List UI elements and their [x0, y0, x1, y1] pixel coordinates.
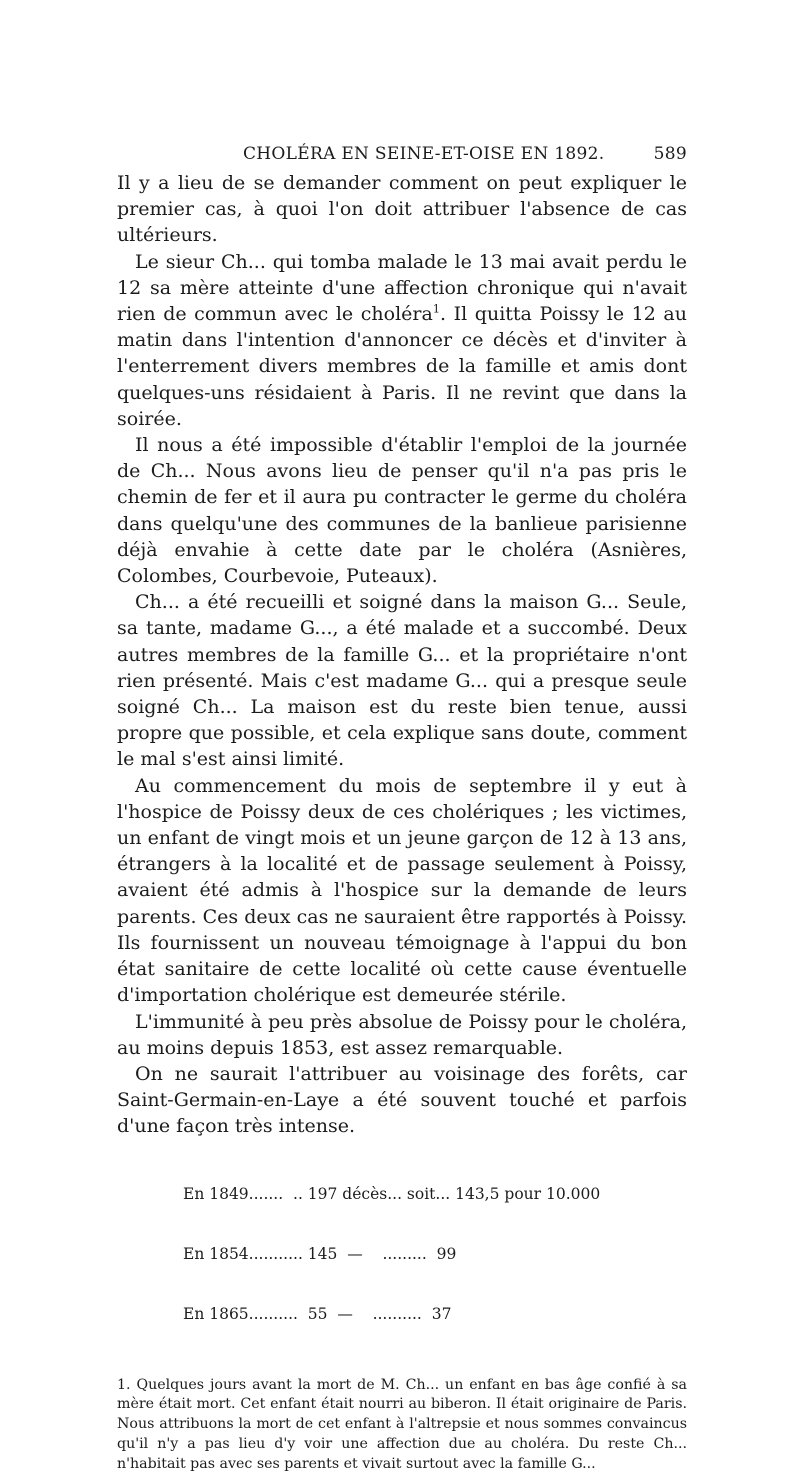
statistics-row-1854: En 1854........... 145 — ......... 99 — [183, 1244, 457, 1263]
document-page — [117, 140, 687, 1475]
paragraph-6: L'immunité à peu près absolue de Poissy pour le choléra, au moins depuis 1853, est assez remarquable. — [117, 1010, 687, 1059]
paragraph-4: Ch... a été recueilli et soigné dans la maison G... Seule, sa tante, madame G..., a été malade et a succombé. Deux autres membres de la famille G... et la propriétaire n'ont rien présenté. Mais c'est madame G... qui a presque seule soigné Ch... La maison est du reste bien tenue, aussi propre que possible, et cela explique sans doute, comment le mal s'est ainsi limité. — [117, 591, 687, 771]
paragraph-2-text: Le sieur Ch... qui tomba malade le 13 mai avait perdu le 12 sa mère atteinte d'une affection chronique qui n'avait rien de commun avec le choléra — [117, 250, 687, 326]
statistics-row-1865: En 1865.......... 55 — .......... 37 — [183, 1304, 452, 1323]
statistics-table — [183, 1144, 687, 1364]
body-text — [117, 170, 687, 1140]
footnote: 1. Quelques jours avant la mort de M. Ch... un enfant en bas âge confié à sa mère était mort. Cet enfant était nourri au biberon. Il était originaire de Paris. Nous attribuons la mort de cet enfant à l'altrepsie et nous sommes convaincus qu'il n'y a pas lieu d'y voir une affection due au choléra. Du reste Ch... n'habitait pas avec ses parents et vivait surtout avec la famille G... — [117, 1376, 687, 1472]
paragraph-2-text-continued: . Il quitta Poissy le 12 au matin dans l'intention d'annoncer ce décès et d'inviter à l'enterrement divers membres de la famille et amis dont quelques-uns résidaient à Paris. Il ne revint que dans la soirée. — [117, 303, 687, 430]
running-title: CHOLÉRA EN SEINE-ET-OISE EN 1892. — [243, 144, 605, 164]
statistics-row-1849: En 1849....... .. 197 décès... soit... 143,5 pour 10.000 — [183, 1184, 601, 1203]
paragraph-3: Il nous a été impossible d'établir l'emploi de la journée de Ch... Nous avons lieu de penser qu'il n'a pas pris le chemin de fer et il aura pu contracter le germe du choléra dans quelqu'une des communes de la banlieue parisienne déjà envahie à cette date par le choléra (Asnières, Colombes, Courbevoie, Puteaux). — [117, 434, 687, 588]
paragraph-1: Il y a lieu de se demander comment on peut expliquer le premier cas, à quoi l'on doit attribuer l'absence de cas ultérieurs. — [117, 172, 687, 247]
paragraph-7: On ne saurait l'attribuer au voisinage des forêts, car Saint-Germain-en-Laye a été souvent touché et parfois d'une façon très intense. — [117, 1062, 687, 1138]
paragraph-5: Au commencement du mois de septembre il y eut à l'hospice de Poissy deux de ces cholériques ; les victimes, un enfant de vingt mois et un jeune garçon de 12 à 13 ans, étrangers à la localité et de passage seulement à Poissy, avaient été admis à l'hospice sur la demande de leurs parents. Ces deux cas ne sauraient être rapportés à Poissy. Ils fournissent un nouveau témoignage à l'appui du bon état sanitaire de cette localité où cette cause éventuelle d'importation cholérique est demeurée stérile. — [117, 774, 687, 1007]
running-header — [117, 140, 687, 170]
paragraph-2 — [117, 249, 687, 432]
footnote-marker: 1 — [432, 301, 441, 316]
page-number: 589 — [653, 144, 687, 164]
